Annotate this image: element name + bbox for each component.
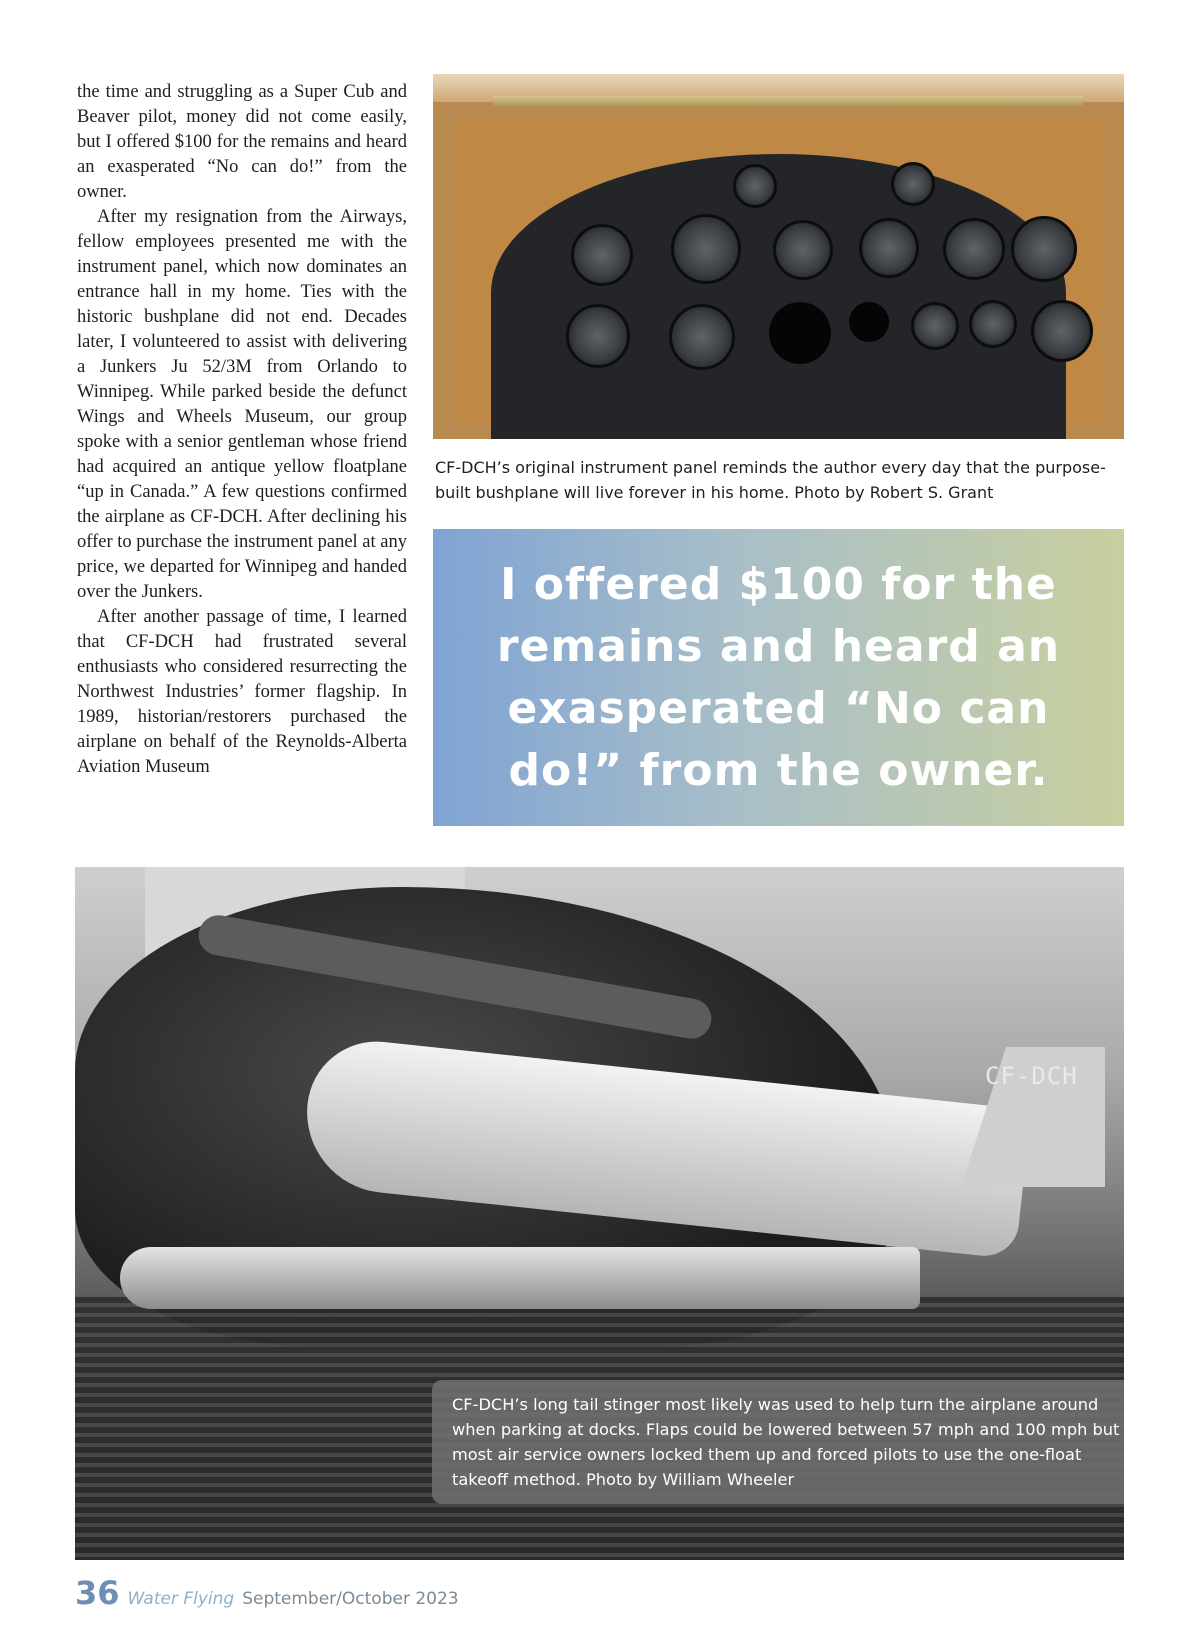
pull-quote: I offered $100 for the remains and heard an exasperated “No can do!” from the owner. [496, 558, 1061, 796]
body-paragraph-3: After another passage of time, I learned that CF-DCH had frustrated several enthusiasts who considered resurrecting the Northwest Industries’ former flagship. In 1989, historian/restorers purchased the airplane on behalf of the Reynolds-Alberta Aviation Museum [77, 607, 407, 777]
gauge-icon [571, 224, 633, 286]
gauge-icon [733, 164, 777, 208]
issue-date: September/October 2023 [242, 1589, 459, 1609]
gauge-icon [859, 218, 919, 278]
plane-float [120, 1247, 920, 1309]
body-paragraph-2: After my resignation from the Airways, fellow employees presented me with the instrument panel, which now dominates an entrance hall in my home. Ties with the historic bushplane did not end. Decades later, I volunteered to assist with delivering a Junkers Ju 52/3M from Orlando to Winnipeg. While parked beside the defunct Wings and Wheels Museum, our group spoke with a senior gentleman whose friend had acquired an antique yellow floatplane “up in Canada.” A few questions confirmed the airplane as CF-DCH. After declining his offer to purchase the instrument panel at any price, we departed for Winnipeg and handed over the Junkers. [77, 207, 407, 602]
gauge-icon [891, 162, 935, 206]
gauge-icon [943, 218, 1005, 280]
floatplane-photo [75, 867, 1124, 1560]
article-body [77, 80, 407, 780]
gauge-icon [969, 300, 1017, 348]
plane-registration-marking: CF-DCH [985, 1062, 1078, 1090]
floatplane-photo-caption: CF-DCH’s long tail stinger most likely was used to help turn the airplane around when parking at docks. Flaps could be lowered between 57 mph and 100 mph but most air service owners locked them up and forced pilots to use the one-float takeoff method. Photo by William Wheeler [432, 1380, 1124, 1504]
gauge-icon [671, 214, 741, 284]
magazine-name: Water Flying [127, 1589, 235, 1609]
gauge-icon [1031, 300, 1093, 362]
body-paragraph-1: the time and struggling as a Super Cub and Beaver pilot, money did not come easily, but I offered $100 for the remains and heard an exasperated “No can do!” from the owner. [77, 82, 407, 202]
gauge-icon [566, 304, 630, 368]
empty-gauge-socket [849, 302, 889, 342]
panel-photo-caption: CF-DCH’s original instrument panel reminds the author every day that the purpose-built bushplane will live forever in his home. Photo by Robert S. Grant [435, 458, 1106, 502]
instrument-dashboard [491, 154, 1066, 439]
pull-quote-box [433, 529, 1124, 826]
instrument-panel-photo [433, 74, 1124, 439]
gauge-icon [669, 304, 735, 370]
gauge-icon [911, 302, 959, 350]
display-case-hinge [493, 96, 1083, 108]
page-number: 36 [75, 1574, 120, 1612]
empty-gauge-socket [769, 302, 831, 364]
gauge-icon [1011, 216, 1077, 282]
page-footer [75, 1574, 459, 1614]
gauge-icon [773, 220, 833, 280]
